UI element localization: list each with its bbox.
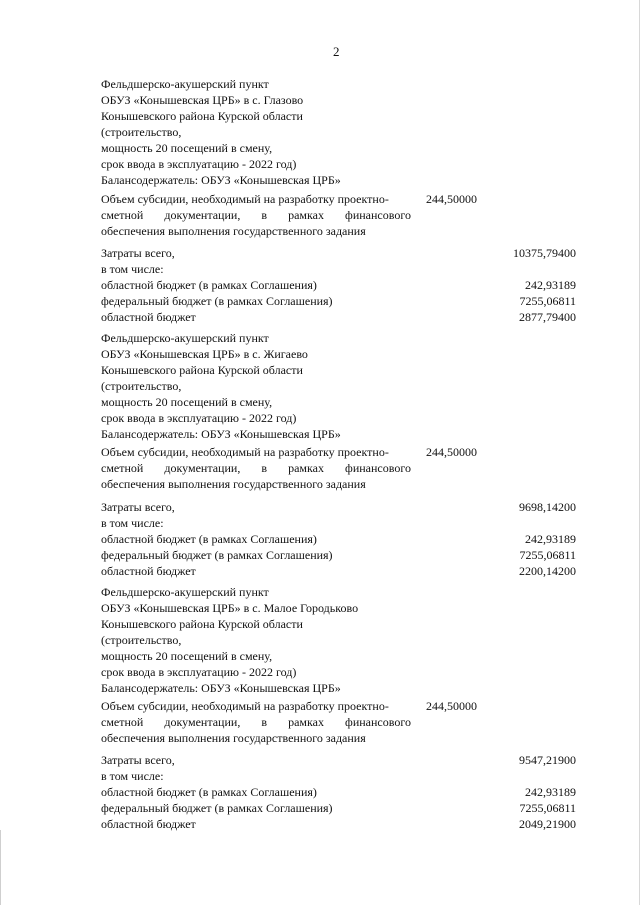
cost-item-label: федеральный бюджет (в рамках Соглашения) (101, 548, 333, 562)
cost-including-label: в том числе: (101, 516, 164, 530)
facility-title-line: Фельдшерско-акушерский пункт (101, 331, 269, 345)
facility-title-line: Конышевского района Курской области (101, 617, 303, 631)
cost-item-row (101, 816, 576, 832)
subsidy-text-line-justified (101, 714, 411, 730)
subsidy-block (101, 191, 576, 239)
subsidy-text-line: обеспечения выполнения государственного задания (101, 224, 366, 238)
page-number: 2 (333, 44, 340, 59)
cost-item-value: 242,93189 (525, 278, 576, 292)
cost-item-label: федеральный бюджет (в рамках Соглашения) (101, 294, 333, 308)
cost-item-value: 2200,14200 (519, 564, 576, 578)
subsidy-block (101, 698, 576, 746)
subsidy-word: в (261, 715, 268, 729)
cost-total-value: 10375,79400 (513, 246, 576, 260)
cost-total-value: 9698,14200 (519, 500, 576, 514)
subsidy-word: документации, (164, 461, 241, 475)
facility-title-line: ОБУЗ «Конышевская ЦРБ» в с. Глазово (101, 93, 304, 107)
facility-title-line: срок ввода в эксплуатацию - 2022 год) (101, 157, 297, 171)
cost-total-row (101, 752, 576, 768)
cost-total-row (101, 499, 576, 515)
cost-item-label: федеральный бюджет (в рамках Соглашения) (101, 801, 333, 815)
subsidy-text-line-justified (101, 460, 411, 476)
cost-item-value: 7255,06811 (519, 294, 576, 308)
cost-item-row (101, 800, 576, 816)
subsidy-word: документации, (164, 715, 241, 729)
subsidy-word: сметной (101, 461, 144, 475)
subsidy-value: 244,50000 (426, 192, 477, 206)
costs-block (101, 752, 576, 832)
subsidy-word: рамках (288, 461, 324, 475)
cost-item-value: 2877,79400 (519, 310, 576, 324)
facility-title-block (101, 330, 576, 442)
facility-title-line: мощность 20 посещений в смену, (101, 141, 273, 155)
subsidy-word: рамках (288, 208, 324, 222)
cost-item-label: областной бюджет (в рамках Соглашения) (101, 785, 317, 799)
cost-total-label: Затраты всего, (101, 753, 175, 767)
facility-title-line: Балансодержатель: ОБУЗ «Конышевская ЦРБ» (101, 681, 341, 695)
subsidy-word: финансового (345, 461, 411, 475)
cost-total-value: 9547,21900 (519, 753, 576, 767)
facility-title-line: Конышевского района Курской области (101, 363, 303, 377)
subsidy-text-line: Объем субсидии, необходимый на разработку проектно- (101, 699, 389, 713)
facility-title-block (101, 584, 576, 696)
subsidy-value: 244,50000 (426, 699, 477, 713)
cost-item-label: областной бюджет (101, 310, 196, 324)
subsidy-word: в (261, 461, 268, 475)
facility-title-line: мощность 20 посещений в смену, (101, 395, 273, 409)
cost-item-label: областной бюджет (в рамках Соглашения) (101, 532, 317, 546)
cost-item-value: 242,93189 (525, 785, 576, 799)
costs-block (101, 499, 576, 579)
subsidy-text-line: обеспечения выполнения государственного задания (101, 731, 366, 745)
facility-title-line: (строительство, (101, 633, 182, 647)
subsidy-word: финансового (345, 208, 411, 222)
facility-title-line: ОБУЗ «Конышевская ЦРБ» в с. Жигаево (101, 347, 308, 361)
facility-title-line: мощность 20 посещений в смену, (101, 649, 273, 663)
facility-title-line: Фельдшерско-акушерский пункт (101, 585, 269, 599)
cost-item-label: областной бюджет (101, 564, 196, 578)
cost-item-value: 2049,21900 (519, 817, 576, 831)
cost-item-label: областной бюджет (в рамках Соглашения) (101, 278, 317, 292)
facility-title-line: Балансодержатель: ОБУЗ «Конышевская ЦРБ» (101, 173, 341, 187)
facility-title-line: Конышевского района Курской области (101, 109, 303, 123)
cost-item-row (101, 547, 576, 563)
cost-item-row (101, 784, 576, 800)
cost-item-value: 242,93189 (525, 532, 576, 546)
cost-including-label: в том числе: (101, 262, 164, 276)
facility-title-line: ОБУЗ «Конышевская ЦРБ» в с. Малое Городьково (101, 601, 359, 615)
cost-item-row (101, 563, 576, 579)
cost-item-value: 7255,06811 (519, 801, 576, 815)
subsidy-text-line-justified (101, 207, 411, 223)
facility-title-line: срок ввода в эксплуатацию - 2022 год) (101, 665, 297, 679)
subsidy-text-line: Объем субсидии, необходимый на разработку проектно- (101, 192, 389, 206)
facility-title-line: (строительство, (101, 125, 182, 139)
facility-title-line: (строительство, (101, 379, 182, 393)
cost-item-label: областной бюджет (101, 817, 196, 831)
cost-total-row (101, 245, 576, 261)
subsidy-word: сметной (101, 208, 144, 222)
cost-total-label: Затраты всего, (101, 500, 175, 514)
cost-including-label: в том числе: (101, 769, 164, 783)
costs-block (101, 245, 576, 325)
subsidy-block (101, 444, 576, 492)
facility-title-line: Балансодержатель: ОБУЗ «Конышевская ЦРБ» (101, 427, 341, 441)
cost-item-row (101, 531, 576, 547)
cost-item-row (101, 277, 576, 293)
subsidy-value: 244,50000 (426, 445, 477, 459)
cost-item-row (101, 309, 576, 325)
cost-item-value: 7255,06811 (519, 548, 576, 562)
subsidy-word: рамках (288, 715, 324, 729)
subsidy-word: финансового (345, 715, 411, 729)
facility-title-block (101, 76, 576, 188)
cost-item-row (101, 293, 576, 309)
subsidy-word: документации, (164, 208, 241, 222)
subsidy-text-line: обеспечения выполнения государственного задания (101, 477, 366, 491)
cost-total-label: Затраты всего, (101, 246, 175, 260)
facility-title-line: срок ввода в эксплуатацию - 2022 год) (101, 411, 297, 425)
facility-title-line: Фельдшерско-акушерский пункт (101, 77, 269, 91)
subsidy-word: сметной (101, 715, 144, 729)
scan-edge-left (0, 830, 1, 905)
subsidy-text-line: Объем субсидии, необходимый на разработку проектно- (101, 445, 389, 459)
subsidy-word: в (261, 208, 268, 222)
